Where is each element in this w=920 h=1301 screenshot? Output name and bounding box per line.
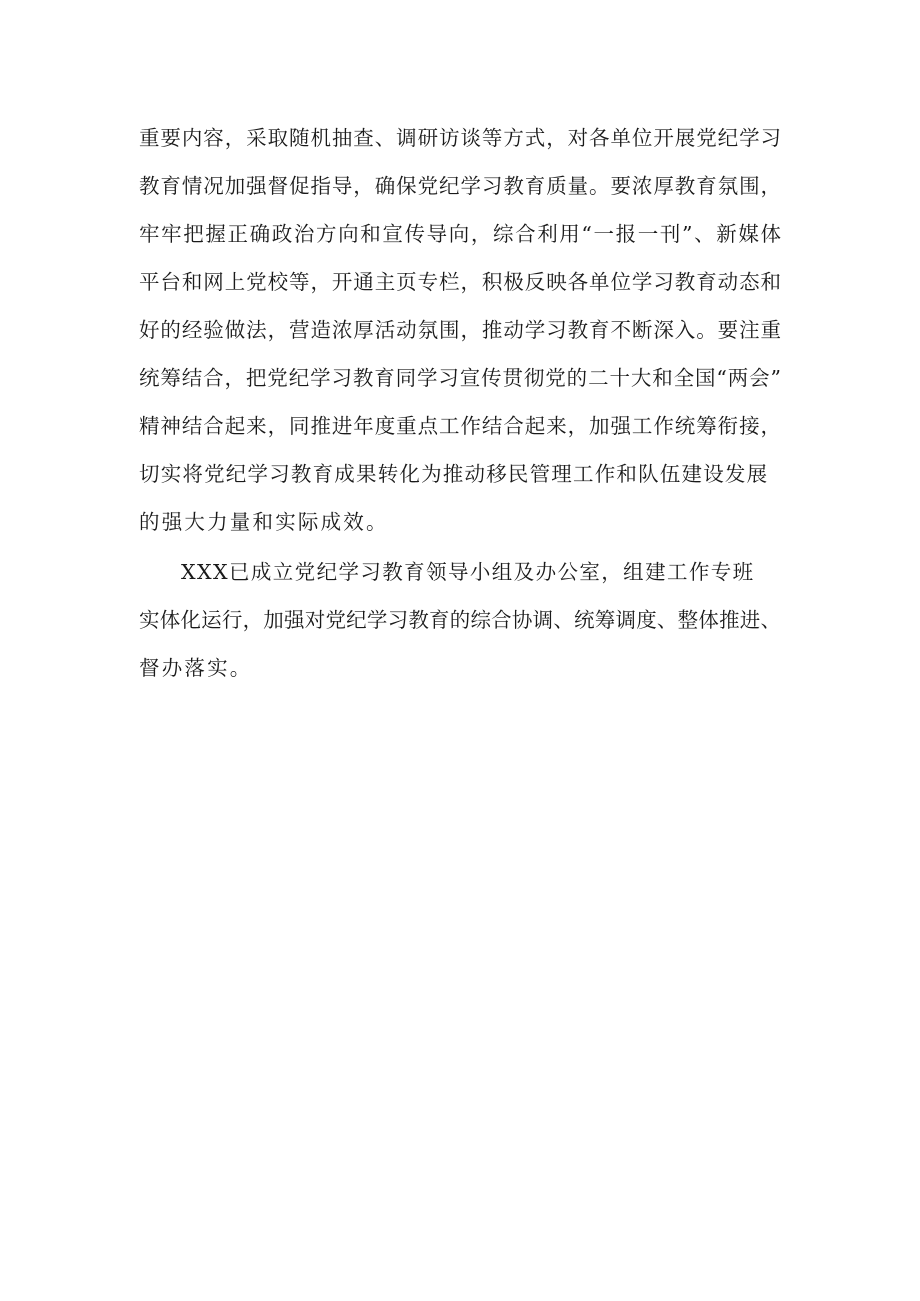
paragraph-1-line-7: 精神结合起来，同推进年度重点工作结合起来，加强工作统筹衔接， — [139, 414, 781, 438]
paragraph-1-line-4: 平台和网上党校等，开通主页专栏，积极反映各单位学习教育动态和 — [139, 270, 781, 294]
paragraph-1-line-1: 重要内容，采取随机抽查、调研访谈等方式，对各单位开展党纪学习 — [139, 126, 781, 150]
paragraph-1-line-5: 好的经验做法，营造浓厚活动氛围，推动学习教育不断深入。要注重 — [139, 318, 781, 342]
paragraph-1-line-2: 教育情况加强督促指导，确保党纪学习教育质量。要浓厚教育氛围， — [139, 174, 781, 198]
paragraph-1-line-6: 统筹结合，把党纪学习教育同学习宣传贯彻党的二十大和全国“两会” — [139, 366, 781, 390]
paragraph-2-line-1: XXX已成立党纪学习教育领导小组及办公室，组建工作专班 — [181, 560, 755, 584]
paragraph-2-line-2: 实体化运行，加强对党纪学习教育的综合协调、统筹调度、整体推进、 — [139, 608, 781, 632]
paragraph-2-line-3: 督办落实。 — [139, 656, 253, 680]
paragraph-1-line-3: 牢牢把握正确政治方向和宣传导向，综合利用“一报一刊”、新媒体 — [139, 222, 781, 246]
paragraph-1-line-9: 的强大力量和实际成效。 — [139, 510, 389, 534]
paragraph-1-line-8: 切实将党纪学习教育成果转化为推动移民管理工作和队伍建设发展 — [139, 462, 769, 486]
